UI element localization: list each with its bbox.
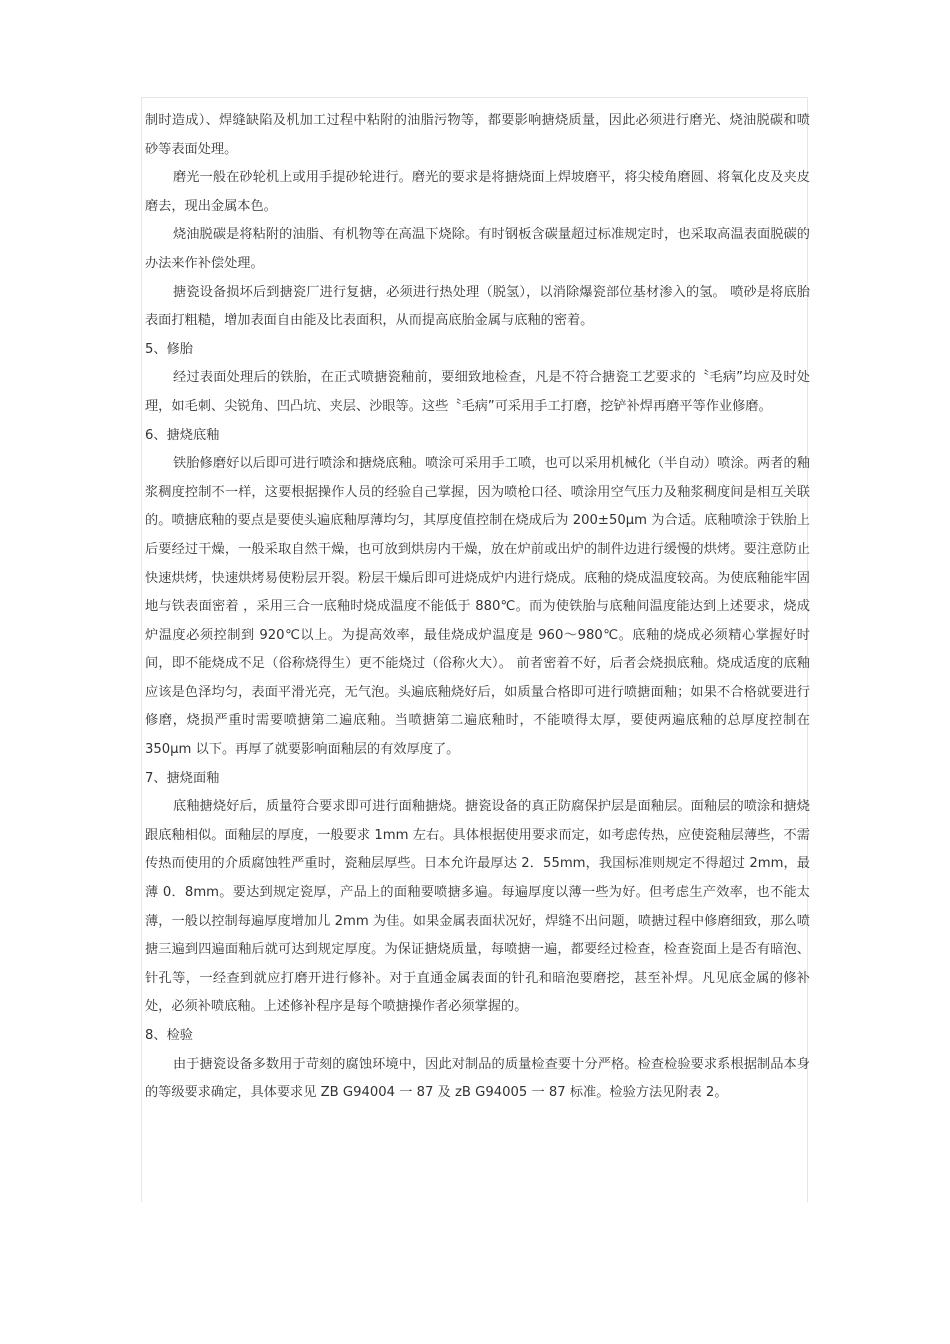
section-heading-8: 8、检验 <box>145 1028 193 1043</box>
section-heading-5: 5、修胎 <box>145 341 193 357</box>
paragraph-blank-repair: 经过表面处理后的铁胎，在正式喷搪瓷釉前，要细致地检查，凡是不符合搪瓷工艺要求的〝毛病”均应及时处理，如毛刺、尖锐角、凹凸坑、夹层、沙眼等。这些〝毛病”可采用手工打磨，挖铲补焊再磨平等作业修磨。 <box>145 370 810 414</box>
paragraph-polishing: 磨光一般在砂轮机上或用手提砂轮进行。磨光的要求是将搪烧面上焊坡磨平，将尖棱角磨圆、将氧化皮及夹皮磨去，现出金属本色。 <box>145 170 810 214</box>
paragraph-inspection: 由于搪瓷设备多数用于苛刻的腐蚀环境中，因此对制品的质量检查要十分严格。检查检验要求系根据制品本身的等级要求确定，具体要求见 ZB G94004 一 87 及 zB G94005 一 87 标准。检验方法见附表 2。 <box>145 1056 810 1101</box>
document-body <box>145 107 810 1108</box>
section-heading-7: 7、搪烧面釉 <box>145 770 220 786</box>
paragraph-cover-coat: 底釉搪烧好后，质量符合要求即可进行面釉搪烧。搪瓷设备的真正防腐保护层是面釉层。面釉层的喷涂和搪烧跟底釉相似。面釉层的厚度，一般要求 1mm 左右。具体根据使用要求而定，如考虑传热，应使瓷釉层薄些，不需传热而使用的介质腐蚀牲严重时，瓷釉层厚些。日本允许最厚达 2．55mm，我国标准则规定不得超过 2mm，最薄 0．8mm。要达到规定瓷厚，产品上的面釉要喷搪多遍。每遍厚度以薄一些为好。但考虑生产效率，也不能太薄，一般以控制每遍厚度增加儿 2mm 为佳。如果金属表面状况好，焊缝不出问题，喷搪过程中修磨细致，那么喷搪三遍到四遍面釉后就可达到规定厚度。为保证搪烧质量，每喷搪一遍，都要经过检查，检查瓷面上是否有暗泡、针孔等，一经查到就应打磨开进行修补。对于直通金属表面的针孔和暗泡要磨挖，甚至补焊。凡见底金属的修补处，必须补喷底釉。上述修补程序是每个喷搪操作者必须掌握的。 <box>145 799 810 1015</box>
section-heading-6: 6、搪烧底釉 <box>145 427 220 443</box>
paragraph-surface-treatment-intro: 制时造成）、焊缝缺陷及机加工过程中粘附的油脂污物等，都要影响搪烧质量，因此必须进行磨光、烧油脱碳和喷砂等表面处理。 <box>145 113 810 157</box>
paragraph-ground-coat: 铁胎修磨好以后即可进行喷涂和搪烧底釉。喷涂可采用手工喷，也可以采用机械化（半自动）喷涂。两者的釉浆稠度控制不一样，这要根据操作人员的经验自己掌握，因为喷枪口径、喷涂用空气压力及釉浆稠度间是相互关联的。喷搪底釉的要点是要使头遍底釉厚薄均匀，其厚度值控制在烧成后为 200±50μm 为合适。底釉喷涂于铁胎上后要经过干燥，一般采取自然干燥，也可放到烘房内干燥，放在炉前或出炉的制件边进行缓慢的烘烤。要注意防止快速烘烤，快速烘烤易使粉层开裂。粉层干燥后即可进烧成炉内进行烧成。底釉的烧成温度较高。为使底釉能牢固地与铁表面密着 ，采用三合一底釉时烧成温度不能低于 880℃。而为使铁胎与底釉间温度能达到上述要求，烧成炉温度必须控制到 920℃以上。为提高效率，最佳烧成炉温度是 960～980℃。底釉的烧成必须精心掌握好时间，即不能烧成不足（俗称烧得生）更不能烧过（俗称火大）。 前者密着不好，后者会烧损底釉。烧成适度的底釉应该是色泽均匀，表面平滑光亮，无气泡。头遍底釉烧好后，如质量合格即可进行喷搪面釉；如果不合格就要进行修磨，烧损严重时需要喷搪第二遍底釉。当喷搪第二遍底釉时，不能喷得太厚，要使两遍底釉的总厚度控制在 350μm 以下。再厚了就要影响面釉层的有效厚度了。 <box>145 456 810 758</box>
paragraph-decarburization: 烧油脱碳是将粘附的油脂、有机物等在高温下烧除。有时钢板含碳量超过标准规定时，也采取高温表面脱碳的办法来作补偿处理。 <box>145 227 810 271</box>
paragraph-sandblasting: 搪瓷设备损坏后到搪瓷厂进行复搪，必须进行热处理（脱氢），以消除爆瓷部位基材渗入的氢。 喷砂是将底胎表面打粗糙，增加表面自由能及比表面积，从而提高底胎金属与底釉的密着。 <box>145 284 810 329</box>
